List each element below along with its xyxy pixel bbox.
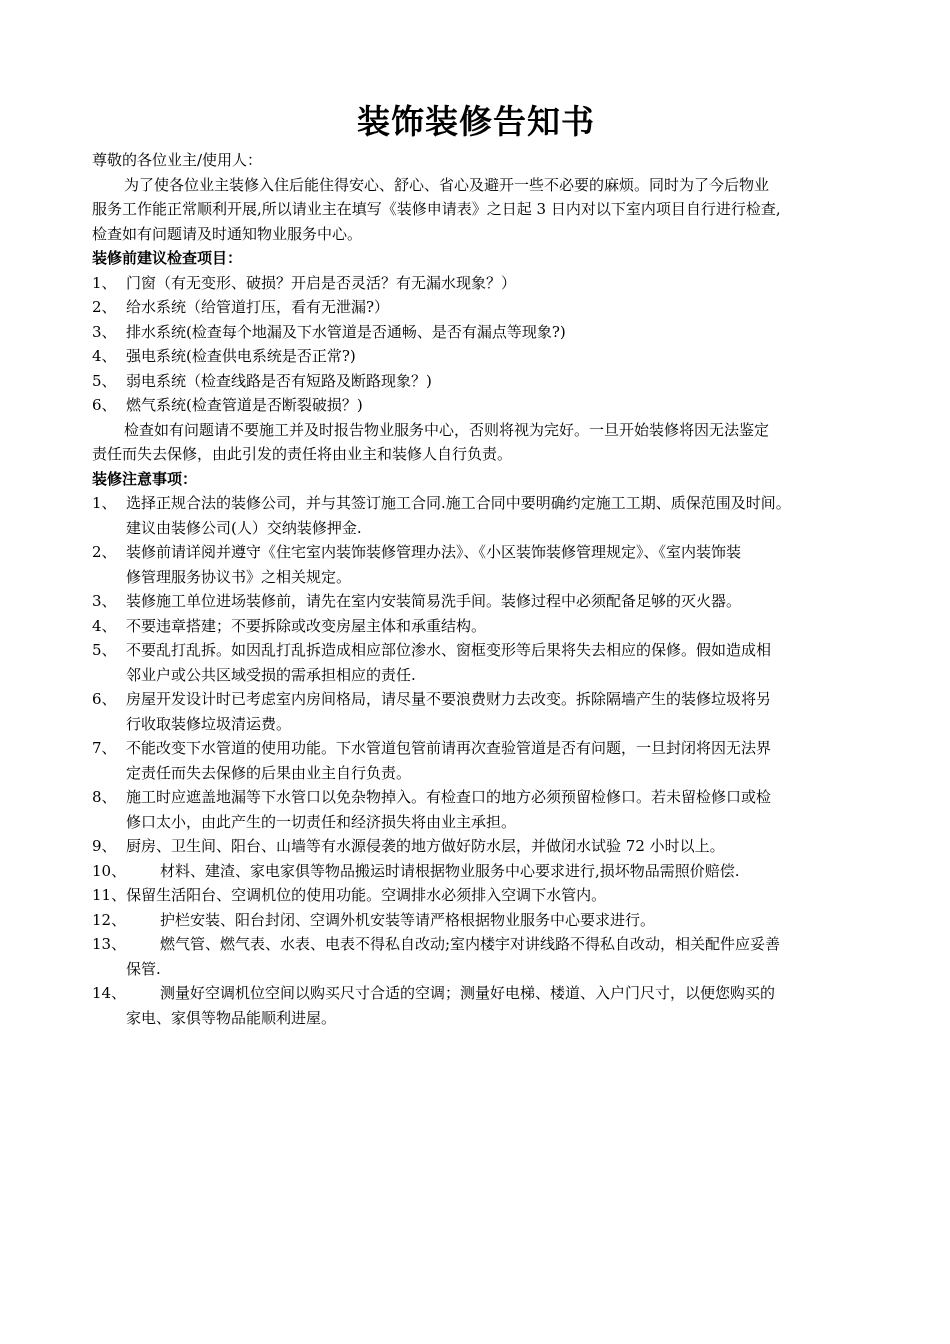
- list-item: [92, 589, 872, 614]
- item-text: 选择正规合法的装修公司，并与其签订施工合同.施工合同中要明确约定施工工期、质保范围及时间。: [126, 494, 791, 512]
- intro-line: 为了使各位业主装修入住后能住得安心、舒心、省心及避开一些不必要的麻烦。同时为了今后物业: [124, 175, 770, 194]
- section-heading-pre-check: 装修前建议检查项目：: [92, 249, 243, 267]
- item-text: 保管.: [126, 959, 161, 978]
- item-text: 家电、家俱等物品能顺利进屋。: [126, 1008, 337, 1027]
- item-text: 燃气管、燃气表、水表、电表不得私自改动;室内楼宇对讲线路不得私自改动，相关配件应妥善: [160, 935, 781, 953]
- item-number: 6、: [92, 690, 117, 708]
- item-text: 门窗（有无变形、破损？开启是否灵活？有无漏水现象？）: [126, 273, 517, 292]
- list-item: [92, 736, 872, 785]
- item-text: 建议由装修公司(人）交纳装修押金.: [126, 518, 362, 537]
- list-item: [92, 393, 872, 418]
- item-text: 施工时应遮盖地漏等下水管口以免杂物掉入。有检查口的地方必须预留检修口。若未留检修口或检: [126, 788, 772, 806]
- document-title: 装饰装修告知书: [357, 102, 595, 141]
- document-page: [92, 100, 872, 1030]
- item-text: 装修前请详阅并遵守《住宅室内装饰装修管理办法》、《小区装饰装修管理规定》、《室内装饰装: [126, 543, 742, 561]
- section-heading-notices: 装修注意事项：: [92, 469, 198, 488]
- list-item: [92, 785, 872, 834]
- item-text: 材料、建渣、家电家俱等物品搬运时请根据物业服务中心要求进行,损坏物品需照价赔偿.: [160, 861, 740, 880]
- list-item: [92, 295, 872, 320]
- item-number: 9、: [92, 837, 117, 855]
- list-item: [92, 344, 872, 369]
- item-text: 邻业户或公共区域受损的需承担相应的责任.: [126, 665, 416, 684]
- item-number: 10、: [92, 861, 127, 880]
- item-number: 4、: [92, 347, 117, 365]
- item-number: 5、: [92, 371, 117, 390]
- item-number: 5、: [92, 641, 117, 659]
- check-note-line: 检查如有问题请不要施工并及时报告物业服务中心，否则将视为完好。一旦开始装修将因无法鉴定: [124, 420, 770, 439]
- list-item: [92, 369, 872, 394]
- list-item: [92, 859, 872, 884]
- list-item: [92, 320, 872, 345]
- intro-line: 检查如有问题请及时通知物业服务中心。: [92, 224, 363, 243]
- list-item: [92, 540, 872, 589]
- item-number: 2、: [92, 298, 117, 316]
- item-text: 强电系统(检查供电系统是否正常?): [126, 347, 356, 365]
- list-item: [92, 491, 872, 540]
- item-number: 3、: [92, 322, 117, 341]
- item-text: 修口太小，由此产生的一切责任和经济损失将由业主承担。: [126, 812, 517, 831]
- item-text: 排水系统(检查每个地漏及下水管道是否通畅、是否有漏点等现象?): [126, 322, 566, 341]
- list-item: [92, 883, 872, 908]
- item-text: 行收取装修垃圾清运费。: [126, 714, 292, 733]
- item-number: 14、: [92, 984, 127, 1002]
- list-item: [92, 271, 872, 296]
- item-text: 测量好空调机位空间以购买尺寸合适的空调；测量好电梯、楼道、入户门尺寸，以便您购买的: [160, 984, 776, 1002]
- item-text: 保留生活阳台、空调机位的使用功能。空调排水必须排入空调下水管内。: [126, 886, 607, 904]
- intro-line: 服务工作能正常顺利开展,所以请业主在填写《装修申请表》之日起 3 日内对以下室内项目自行进行检查,: [92, 200, 781, 218]
- list-item: [92, 908, 872, 933]
- item-number: 1、: [92, 273, 117, 292]
- item-number: 13、: [92, 935, 127, 953]
- item-number: 1、: [92, 494, 117, 512]
- item-number: 2、: [92, 543, 117, 561]
- greeting: 尊敬的各位业主/使用人：: [92, 151, 263, 169]
- check-note-line: 责任而失去保修，由此引发的责任将由业主和装修人自行负责。: [92, 445, 513, 463]
- item-number: 6、: [92, 396, 117, 414]
- item-text: 修管理服务协议书》之相关规定。: [126, 567, 352, 586]
- item-number: 8、: [92, 788, 117, 806]
- list-item: [92, 614, 872, 639]
- list-item: [92, 687, 872, 736]
- list-item: [92, 981, 872, 1030]
- item-text: 定责任而失去保修的后果由业主自行负责。: [126, 763, 412, 782]
- item-text: 给水系统（给管道打压，看有无泄漏?）: [126, 298, 390, 316]
- item-text: 厨房、卫生间、阳台、山墙等有水源侵袭的地方做好防水层，并做闭水试验 72 小时以上。: [126, 837, 725, 855]
- item-number: 7、: [92, 739, 117, 757]
- item-text: 不要违章搭建；不要拆除或改变房屋主体和承重结构。: [126, 616, 487, 635]
- item-text: 装修施工单位进场装修前，请先在室内安装简易洗手间。装修过程中必须配备足够的灭火器。: [126, 592, 742, 610]
- item-number: 4、: [92, 616, 117, 635]
- item-number: 3、: [92, 592, 117, 610]
- item-number: 11、: [92, 886, 127, 904]
- item-text: 弱电系统（检查线路是否有短路及断路现象？): [126, 371, 432, 390]
- item-text: 不能改变下水管道的使用功能。下水管道包管前请再次查验管道是否有问题，一旦封闭将因无法界: [126, 739, 772, 757]
- list-item: [92, 932, 872, 981]
- item-text: 护栏安装、阳台封闭、空调外机安装等请严格根据物业服务中心要求进行。: [160, 910, 656, 929]
- item-number: 12、: [92, 910, 127, 929]
- item-text: 燃气系统(检查管道是否断裂破损？): [126, 396, 363, 414]
- item-text: 不要乱打乱拆。如因乱打乱拆造成相应部位渗水、窗框变形等后果将失去相应的保修。假如造成相: [126, 641, 772, 659]
- list-item: [92, 638, 872, 687]
- list-item: [92, 834, 872, 859]
- item-text: 房屋开发设计时已考虑室内房间格局，请尽量不要浪费财力去改变。拆除隔墙产生的装修垃圾将另: [126, 690, 772, 708]
